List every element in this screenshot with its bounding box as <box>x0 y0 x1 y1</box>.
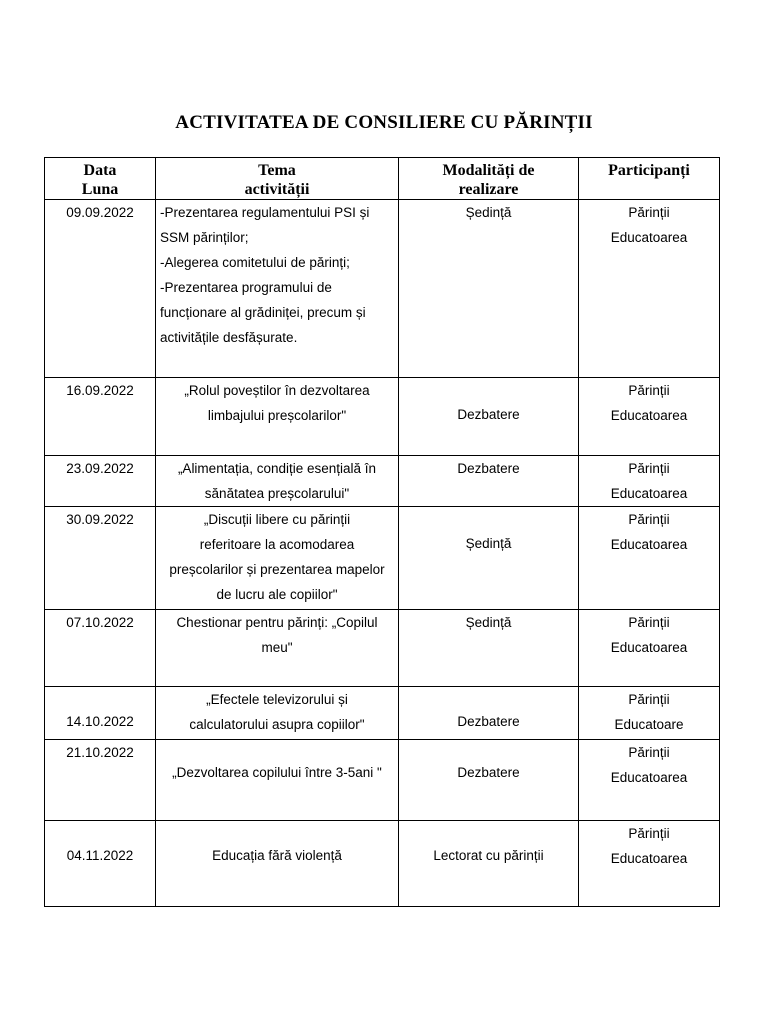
modalitate-cell: Ședință <box>399 610 579 687</box>
tema-cell: „Discuții libere cu părinții referitoare la acomodarea preșcolarilor și prezentarea mapelor de lucru ale copiilor" <box>156 507 399 610</box>
participanti-cell: Părinții Educatoarea <box>579 740 720 821</box>
modalitate-cell: Dezbatere <box>399 378 579 456</box>
table-row <box>45 740 720 821</box>
modalitate-cell: Dezbatere <box>399 456 579 507</box>
date-cell: 14.10.2022 <box>45 687 156 740</box>
table-row <box>45 687 720 740</box>
participanti-cell: Părinții Educatoarea <box>579 456 720 507</box>
participanti-cell: Părinții Educatoare <box>579 687 720 740</box>
date-cell: 07.10.2022 <box>45 610 156 687</box>
header-modalitati: Modalități de realizare <box>399 158 579 200</box>
tema-cell: -Prezentarea regulamentului PSI și SSM părinților; -Alegerea comitetului de părinți; -Prezentarea programului de funcționare al grădiniței, precum și activitățile desfășurate. <box>156 200 399 378</box>
tema-cell: „Efectele televizorului și calculatorului asupra copiilor" <box>156 687 399 740</box>
table-row <box>45 610 720 687</box>
table-row <box>45 507 720 610</box>
table-header-row <box>45 158 720 200</box>
participanti-cell: Părinții Educatoarea <box>579 378 720 456</box>
header-participanti: Participanți <box>579 158 720 200</box>
header-date: Data Luna <box>45 158 156 200</box>
table-row <box>45 821 720 907</box>
table-row <box>45 200 720 378</box>
modalitate-cell: Dezbatere <box>399 740 579 821</box>
tema-cell: „Alimentația, condiție esențială în sănătatea preșcolarului" <box>156 456 399 507</box>
modalitate-cell: Lectorat cu părinții <box>399 821 579 907</box>
modalitate-cell: Ședință <box>399 200 579 378</box>
document-title: ACTIVITATEA DE CONSILIERE CU PĂRINȚII <box>175 112 593 133</box>
table-row <box>45 378 720 456</box>
tema-cell: „Dezvoltarea copilului între 3-5ani " <box>156 740 399 821</box>
header-tema: Tema activității <box>156 158 399 200</box>
activities-table <box>44 157 720 907</box>
participanti-cell: Părinții Educatoarea <box>579 200 720 378</box>
date-cell: 30.09.2022 <box>45 507 156 610</box>
date-cell: 04.11.2022 <box>45 821 156 907</box>
date-cell: 21.10.2022 <box>45 740 156 821</box>
participanti-cell: Părinții Educatoarea <box>579 610 720 687</box>
modalitate-cell: Ședință <box>399 507 579 610</box>
tema-cell: Educația fără violență <box>156 821 399 907</box>
participanti-cell: Părinții Educatoarea <box>579 507 720 610</box>
date-cell: 16.09.2022 <box>45 378 156 456</box>
date-cell: 23.09.2022 <box>45 456 156 507</box>
modalitate-cell: Dezbatere <box>399 687 579 740</box>
tema-cell: „Rolul poveștilor în dezvoltarea limbajului preșcolarilor" <box>156 378 399 456</box>
table-row <box>45 456 720 507</box>
tema-cell: Chestionar pentru părinți: „Copilul meu" <box>156 610 399 687</box>
participanti-cell: Părinții Educatoarea <box>579 821 720 907</box>
date-cell: 09.09.2022 <box>45 200 156 378</box>
